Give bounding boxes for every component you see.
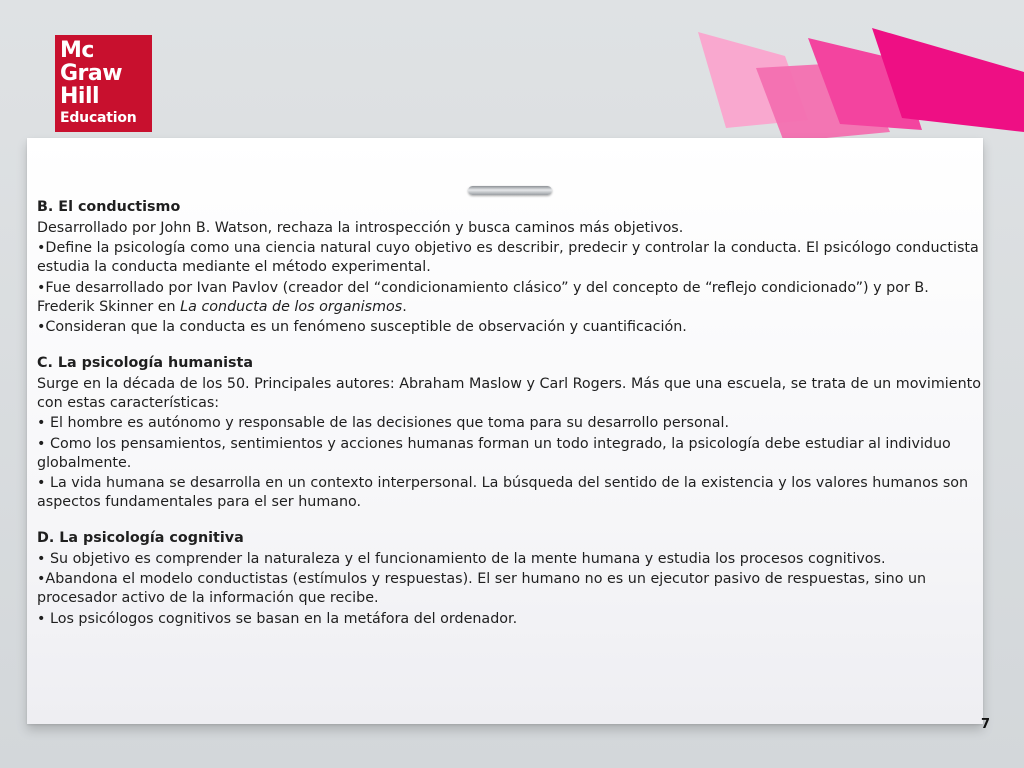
section-d-bullet-2: •Abandona el modelo conductistas (estímulos y respuestas). El ser humano no es un ejecutor pasivo de respuestas, sino un procesador activo de la información que recibe. bbox=[37, 571, 927, 606]
section-b-bullet-3: •Consideran que la conducta es un fenómeno susceptible de observación y cuantificación. bbox=[37, 319, 687, 335]
book-title: La conducta de los organismos bbox=[180, 298, 403, 315]
section-c-intro: Surge en la década de los 50. Principales autores: Abraham Maslow y Carl Rogers. Más que una escuela, se trata de un movimiento con estas características: bbox=[37, 375, 981, 411]
bullet-2-text: •Fue desarrollado por Ivan Pavlov (creador del “condicionamiento clásico” y del concepto de “reflejo condicionado”) y por B. Frederik Skinner en bbox=[37, 279, 929, 315]
section-c-bullet-1: • El hombre es autónomo y responsable de las decisiones que toma para su desarrollo personal. bbox=[37, 415, 730, 431]
slide-content bbox=[37, 198, 987, 630]
section-c-bullet-3: • La vida humana se desarrolla en un contexto interpersonal. La búsqueda del sentido de la existencia y los valores humanos son aspectos fundamentales para el ser humano. bbox=[37, 475, 969, 510]
section-b-bullet-1: •Define la psicología como una ciencia natural cuyo objetivo es describir, predecir y controlar la conducta. El psicólogo conductista estudia la conducta mediante el método experimental. bbox=[37, 240, 979, 275]
pink-ribbons-decoration bbox=[690, 20, 1024, 150]
section-d-bullet-3: • Los psicólogos cognitivos se basan en la metáfora del ordenador. bbox=[37, 610, 518, 627]
logo-line-mc: Mc bbox=[60, 38, 94, 63]
mcgraw-hill-logo bbox=[55, 35, 152, 132]
section-b-bullet-2 bbox=[37, 279, 987, 317]
page-number: 7 bbox=[981, 717, 991, 732]
section-d-bullet-1: • Su objetivo es comprender la naturaleza y el funcionamiento de la mente humana y estudia los procesos cognitivos. bbox=[37, 550, 886, 567]
bullet-2-end: . bbox=[402, 298, 407, 315]
section-b-intro: Desarrollado por John B. Watson, rechaza la introspección y busca caminos más objetivos. bbox=[37, 219, 684, 236]
logo-line-graw: Graw bbox=[60, 61, 123, 86]
binder-clip-decoration bbox=[468, 186, 552, 195]
section-d-heading: D. La psicología cognitiva bbox=[37, 530, 244, 546]
section-c-heading: C. La psicología humanista bbox=[37, 355, 254, 371]
logo-line-hill: Hill bbox=[60, 84, 100, 109]
logo-line-education: Education bbox=[60, 110, 137, 126]
section-c-bullet-2: • Como los pensamientos, sentimientos y acciones humanas forman un todo integrado, la psicología debe estudiar al individuo globalmente. bbox=[37, 435, 951, 471]
section-b-heading: B. El conductismo bbox=[37, 199, 181, 215]
